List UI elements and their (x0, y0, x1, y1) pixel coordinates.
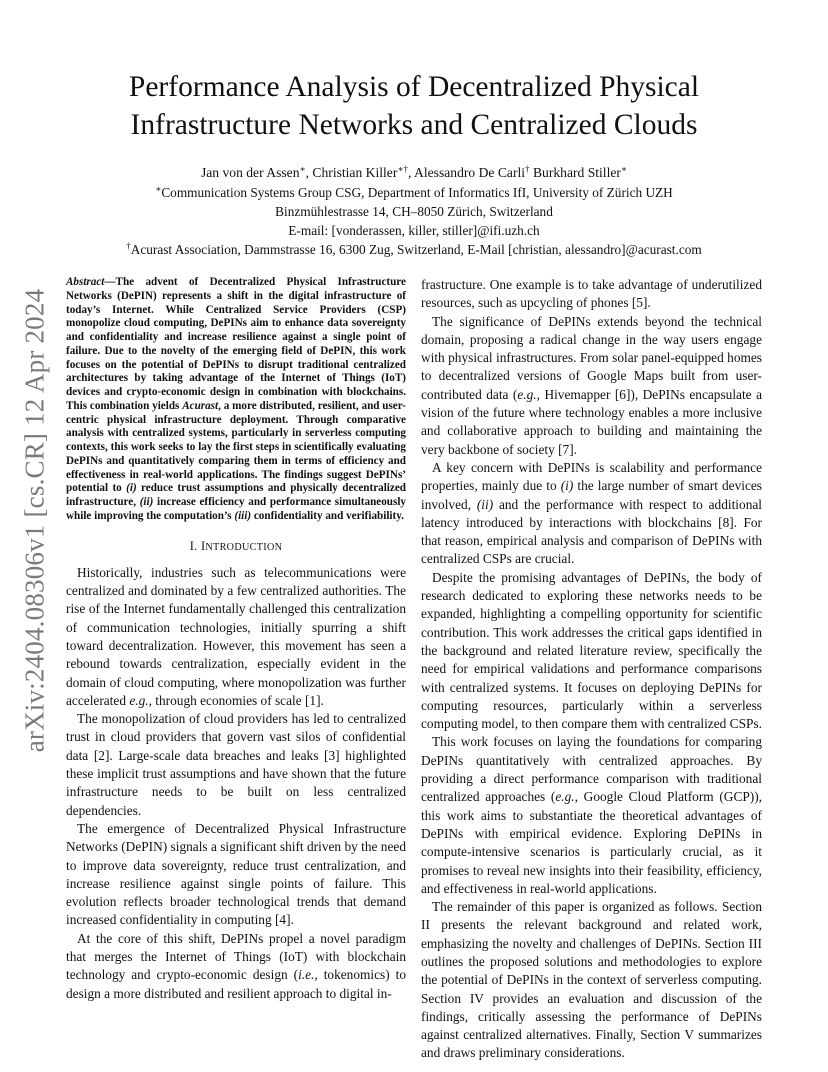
abstract (66, 276, 406, 524)
author-list (0, 164, 828, 181)
body-emphasis: e.g., (129, 692, 152, 708)
abstract-text: —The advent of Decentralized Physical Infrastructure Networks (DePIN) represents a shift in the digital infrastructure of today’s Internet. While Centralized Service Providers (CSP) monopolize cloud computing, DePINs aim to enhance data sovereignty and confidentiality and increase resilience against a single point of failure. Due to the novelty of the emerging field of DePIN, this work focuses on the potential of DePINs to disrupt traditional centralized architectures by taking advantage of the Internet of Things (IoT) devices and crypto-economic design in combination with blockchains. This combination yields (66, 276, 406, 412)
body-paragraph: Despite the promising advantages of DePINs, the body of research dedicated to exploring these networks needs to be expanded, highlighting a compelling opportunity for scientific contribution. This work addresses the critical gaps identified in the background and related literature review, specifically the need for empirical validations and performance comparisons with centralized systems. It focuses on deploying DePINs for computing resources, particularly within a serverless computing model, to then compare them with centralized CSPs. (421, 569, 762, 732)
body-text: Historically, industries such as telecommunications were centralized and dominated by a few centralized authorities. The rise of the Internet fundamentally challenged this centralization of communication technologies, initially spurring a shift toward decentralization. However, this movement has seen a rebound towards centralization, especially evident in the domain of cloud computing, where monopolization was further accelerated (66, 564, 406, 708)
author-mark: ∗ (620, 164, 628, 174)
arxiv-watermark (19, 285, 50, 755)
affiliation-text: Communication Systems Group CSG, Department of Informatics IfI, University of Zürich UZH (161, 185, 673, 200)
body-paragraph: frastructure. One example is to take advantage of underutilized resources, such as upcycling of phones [5]. (421, 277, 762, 311)
body-emphasis: (i) (560, 478, 574, 494)
body-text: At the core of this shift, DePINs propel a novel paradigm that merges the Internet of Things (IoT) with blockchain technology and crypto-economic design ( (66, 930, 406, 983)
author-mark: ∗ (299, 164, 306, 174)
section-heading-introduction (66, 537, 406, 557)
body-paragraph (421, 313, 762, 459)
body-paragraph (421, 733, 762, 898)
body-paragraph: The monopolization of cloud providers has led to centralized trust in cloud providers that govern vast silos of confidential data [2]. Large-scale data breaches and leaks [3] highlighted these implicit trust assumptions and have shown that the future infrastructure needs to be built on less centralized dependencies. (66, 711, 406, 818)
body-text: the large number of smart devices involved, (421, 478, 762, 512)
abstract-label: Abstract (66, 276, 105, 288)
body-paragraph (66, 930, 406, 1003)
abstract-emphasis: (ii) (139, 496, 154, 508)
body-emphasis: e.g., (517, 386, 540, 402)
body-text: A key concern with DePINs is scalability and performance properties, mainly due to (421, 459, 762, 494)
affiliation-text: Acurast Association, Dammstrasse 16, 6300 Zug, Switzerland, E-Mail [christian, alessandro]@acurast.com (130, 242, 702, 257)
body-text: Hivemapper [6]), DePINs encapsulate a vision of the future where technology enables a more inclusive and collaborative approach to building and maintaining the very backbone of society [7]. (421, 386, 762, 457)
author-name: Christian Killer (312, 165, 398, 180)
title-line-2: Infrastructure Networks and Centralized Clouds (130, 109, 698, 141)
abstract-emphasis: Acurast (182, 399, 219, 412)
body-text: The significance of DePINs extends beyond the technical domain, proposing a radical change in the way users engage with physical infrastructures. From solar panel-equipped homes to decentralized versions of Google Maps built from user-contributed data ( (421, 313, 762, 402)
affiliation-address: Binzmühlestrasse 14, CH–8050 Zürich, Switzerland (275, 204, 553, 219)
body-text: and the performance with respect to additional latency introduced by interactions with blockchains [8]. For that reason, empirical analysis and comparison of DePINs with centralized CSPs are crucial. (421, 496, 762, 567)
body-text: This work focuses on laying the foundations for comparing DePINs quantitatively with centralized approaches. By providing a direct performance comparison with traditional centralized approaches ( (421, 734, 762, 805)
author-separator: , (408, 165, 415, 180)
body-paragraph (421, 459, 762, 569)
title-line-1: Performance Analysis of Decentralized Physical (128, 71, 700, 103)
affiliation-acurast (0, 240, 828, 259)
abstract-text: reduce trust assumptions and physically decentralized infrastructure, (66, 482, 406, 508)
section-number: I. (189, 538, 201, 553)
section-title-rest: NTRODUCTION (205, 541, 283, 553)
author-mark: ∗† (397, 164, 408, 174)
body-paragraph: The remainder of this paper is organized as follows. Section II presents the relevant background and related work, emphasizing the novelty and challenges of DePINs. Section III outlines the proposed solutions and methodologies to explore the potential of DePINs in the context of serverless computing. Section IV provides an evaluation and discussion of the findings, critically assessing the performance of DePINs against centralized alternatives. Finally, Section V summarizes and draws preliminary considerations. (421, 899, 762, 1061)
abstract-text: , a more distributed, resilient, and user-centric physical infrastructure deployment. Through comparative analysis with centralized systems, particularly in serverless computing contexts, this work seeks to lay the first steps in scientifically evaluating DePINs and quantitatively comparing them in terms of efficiency and effectiveness in real-world applications. The findings suggest DePINs’ potential to (66, 399, 406, 495)
body-text: tokenomics) to design a more distributed and resilient approach to digital in- (66, 967, 406, 1001)
arxiv-watermark-text: arXiv:2404.08306v1 [cs.CR] 12 Apr 2024 (19, 288, 50, 752)
author-separator: , (305, 165, 313, 180)
paper-header (0, 68, 828, 259)
affiliation-email: E-mail: [vonderassen, killer, stiller]@ifi.uzh.ch (288, 223, 540, 238)
section-initial: I (200, 538, 206, 553)
body-emphasis: e.g., (555, 789, 578, 805)
body-text: Google Cloud Platform (GCP)), this work aims to substantiate the theoretical advantages of DePINs with empirical evidence. Exploring DePINs in compute-intensive scenarios is particularly crucial, as it promises to reveal new insights into their feasibility, efficiency, and effectiveness in real-world applications. (421, 789, 762, 896)
right-column (421, 276, 762, 1063)
abstract-text: increase efficiency and performance simultaneously while improving the computation’s (66, 496, 406, 522)
left-column (66, 276, 406, 1003)
abstract-emphasis: (iii) (234, 509, 252, 522)
author-name: Jan von der Assen (200, 165, 300, 180)
paper-title (0, 68, 828, 144)
author-name: Alessandro De Carli (414, 165, 526, 180)
affiliation-uzh (0, 183, 828, 202)
body-emphasis: (ii) (476, 496, 494, 512)
affiliation-mark: † (126, 241, 131, 251)
body-paragraph: The emergence of Decentralized Physical Infrastructure Networks (DePIN) signals a significant shift driven by the need to improve data sovereignty, reduce trust centralization, and increase resilience against single points of failure. This evolution reflects broader technological trends that demand increased confidentiality in computing [4]. (66, 820, 406, 928)
abstract-text: confidentiality and verifiability. (251, 509, 404, 522)
abstract-emphasis: (i) (126, 482, 137, 495)
affiliation-mark: ∗ (155, 184, 162, 194)
author-mark: † (525, 164, 530, 174)
body-paragraph (66, 564, 406, 710)
body-text: through economies of scale [1]. (151, 692, 324, 708)
author-name: Burkhard Stiller (532, 165, 621, 180)
body-emphasis: i.e., (298, 967, 318, 983)
